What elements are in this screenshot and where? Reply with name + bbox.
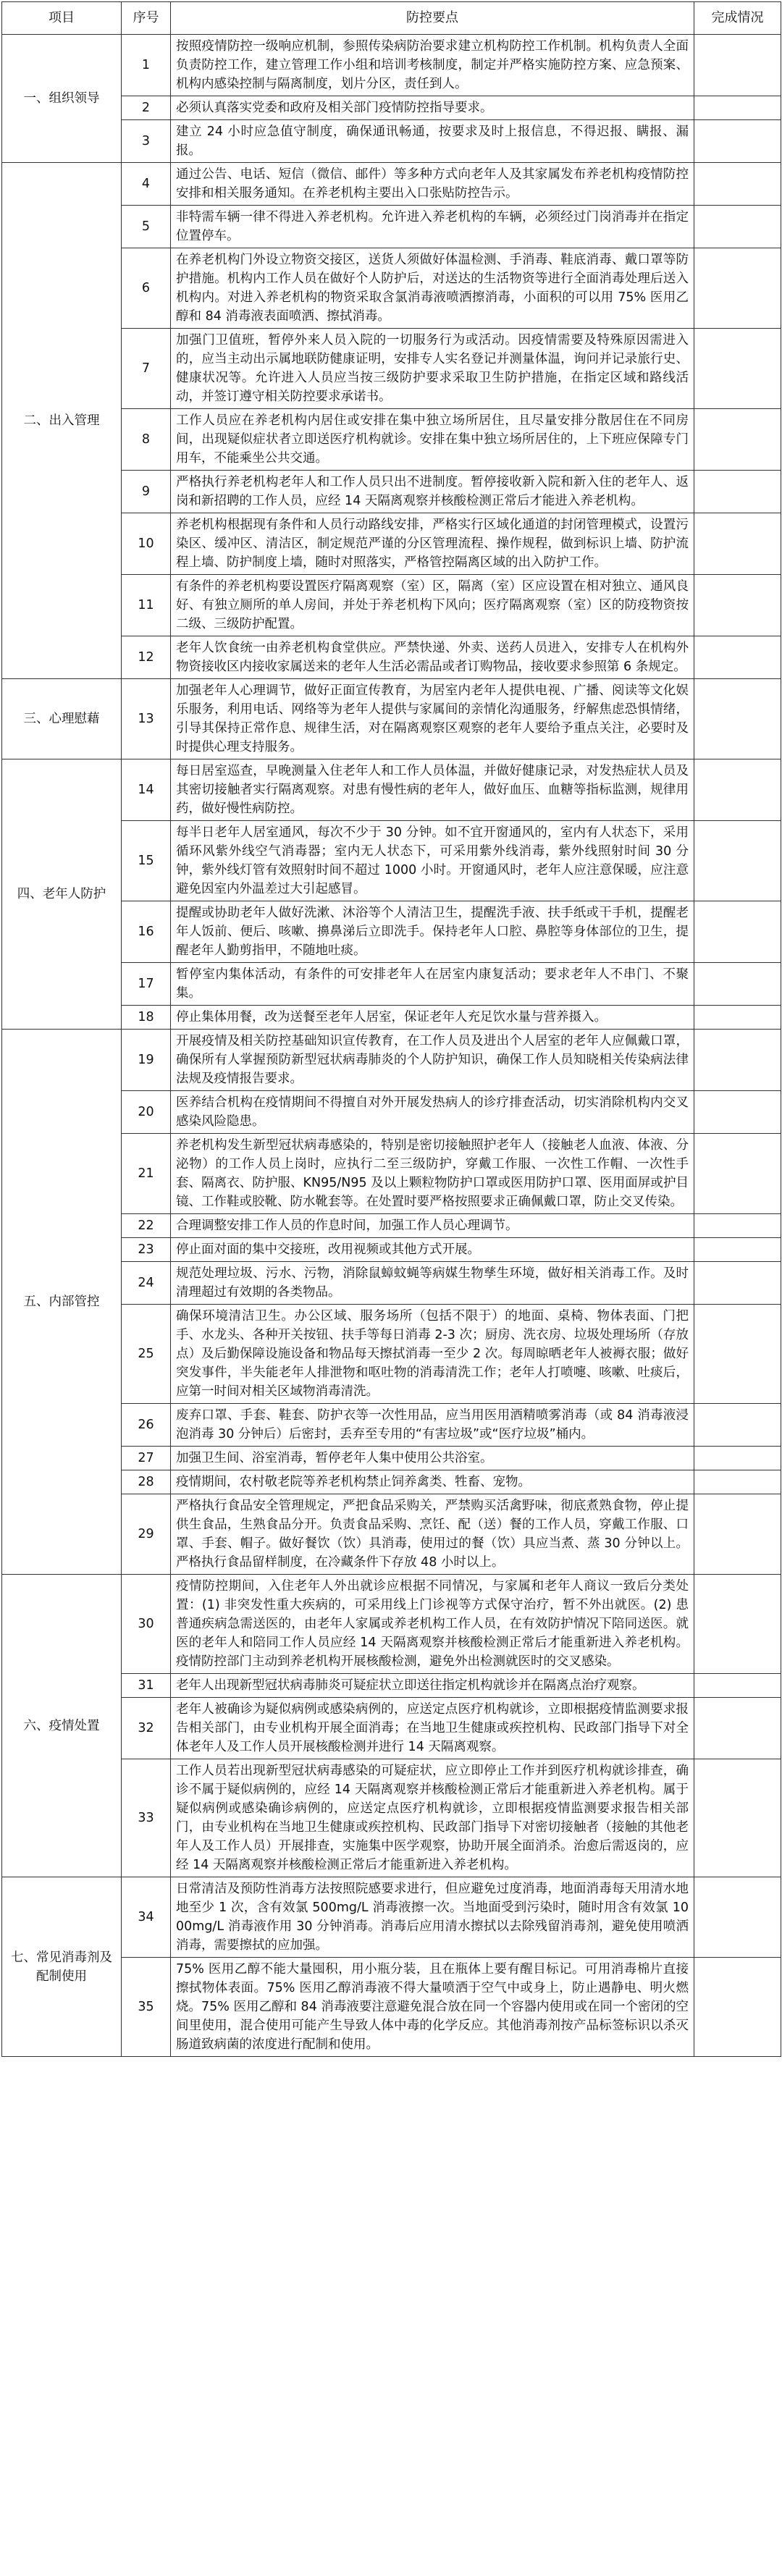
control-point-text: 停止面对面的集中交接班，改用视频或其他方式开展。 — [171, 1238, 694, 1262]
item-number: 10 — [122, 513, 171, 575]
item-number: 19 — [122, 1030, 171, 1091]
header-points: 防控要点 — [171, 2, 694, 35]
item-number: 4 — [122, 163, 171, 206]
completion-status-cell[interactable] — [694, 35, 781, 96]
control-point-text: 规范处理垃圾、污水、污物，消除鼠蟑蚊蝇等病媒生物孳生环境，做好相关消毒工作。及时清理超过有效期的各类物品。 — [171, 1262, 694, 1305]
item-number: 32 — [122, 1698, 171, 1759]
item-number: 23 — [122, 1238, 171, 1262]
table-header — [2, 2, 781, 35]
control-point-text: 工作人员应在养老机构内居住或安排在集中独立场所居住，且尽量安排分散居住在不同房间，出现疑似症状者立即送医疗机构就诊。安排在集中独立场所居住的，上下班应保障专门用车，不能乘坐公共交通。 — [171, 409, 694, 471]
item-number: 8 — [122, 409, 171, 471]
completion-status-cell[interactable] — [694, 636, 781, 679]
completion-status-cell[interactable] — [694, 901, 781, 963]
completion-status-cell[interactable] — [694, 679, 781, 759]
completion-status-cell[interactable] — [694, 1447, 781, 1470]
completion-status-cell[interactable] — [694, 575, 781, 636]
item-number: 31 — [122, 1674, 171, 1698]
completion-status-cell[interactable] — [694, 1958, 781, 2057]
completion-status-cell[interactable] — [694, 1305, 781, 1404]
control-point-text: 在养老机构门外设立物资交接区，送货人须做好体温检测、手消毒、鞋底消毒、戴口罩等防护措施。机构内工作人员在做好个人防护后，对送达的生活物资等进行全面消毒处理后送入机构内。对进入养老机构的物资采取含氯消毒液喷洒擦消毒，小面积的可以用 75% 医用乙醇和 84 消毒液表面喷洒、擦拭消毒。 — [171, 248, 694, 329]
completion-status-cell[interactable] — [694, 1134, 781, 1214]
header-status: 完成情况 — [694, 2, 781, 35]
item-number: 25 — [122, 1305, 171, 1404]
control-point-text: 养老机构发生新型冠状病毒感染的，特别是密切接触照护老年人（接触老人血液、体液、分泌物）的工作人员上岗时，应执行二至三级防护，穿戴工作服、一次性工作帽、一次性手套、隔离衣、防护服、KN95/N95 及以上颗粒物防护口罩或医用防护口罩、医用面屏或护目镜、工作鞋或胶靴、防水靴套等。在处置时要严格按照要求正确佩戴口罩，防止交叉传染。 — [171, 1134, 694, 1214]
epidemic-control-checklist-table — [1, 1, 781, 2057]
control-point-text: 建立 24 小时应急值守制度，确保通讯畅通，按要求及时上报信息，不得迟报、瞒报、漏报。 — [171, 120, 694, 163]
item-number: 15 — [122, 821, 171, 901]
completion-status-cell[interactable] — [694, 248, 781, 329]
completion-status-cell[interactable] — [694, 1006, 781, 1030]
item-number: 11 — [122, 575, 171, 636]
table-row — [2, 1030, 781, 1091]
completion-status-cell[interactable] — [694, 1091, 781, 1134]
table-row — [2, 1575, 781, 1674]
control-point-text: 疫情防控期间，入住老年人外出就诊应根据不同情况，与家属和老年人商议一致后分类处置：(1) 非突发性重大疾病的，可采用线上门诊视等方式保守治疗，暂不外出就医。(2) 患普通疾病急需送医的，由老年人家属或养老机构工作人员，在有效防护情况下陪同送医。就医的老年人和陪同工作人员应经 14 天隔离观察并核酸检测正常后才能重新进入养老机构。疫情防控部门主动到养老机构开展核酸检测，避免外出检测就医时的交叉感染。 — [171, 1575, 694, 1674]
item-number: 35 — [122, 1958, 171, 2057]
control-point-text: 加强卫生间、浴室消毒，暂停老年人集中使用公共浴室。 — [171, 1447, 694, 1470]
completion-status-cell[interactable] — [694, 821, 781, 901]
item-number: 2 — [122, 96, 171, 120]
control-point-text: 老年人被确诊为疑似病例或感染病例的，应送定点医疗机构就诊，立即根据疫情监测要求报告相关部门，由专业机构开展全面消毒；在当地卫生健康或疾控机构、民政部门指导下对全体老年人及工作人员开展核酸检测并进行 14 天隔离观察。 — [171, 1698, 694, 1759]
table-row — [2, 35, 781, 96]
item-number: 27 — [122, 1447, 171, 1470]
header-category: 项目 — [2, 2, 122, 35]
control-point-text: 加强门卫值班，暂停外来人员入院的一切服务行为或活动。因疫情需要及特殊原因需进入的，应当主动出示属地联防健康证明，安排专人实名登记并测量体温，询问并记录旅行史、健康状况等。允许进入人员应当按三级防护要求采取卫生防护措施，在指定区域和路线活动，并签订遵守相关防控要求承诺书。 — [171, 329, 694, 409]
item-number: 18 — [122, 1006, 171, 1030]
control-point-text: 废弃口罩、手套、鞋套、防护衣等一次性用品，应当用医用酒精喷雾消毒（或 84 消毒液浸泡消毒 30 分钟后）后密封，丢弃至专用的“有害垃圾”或“医疗垃圾”桶内。 — [171, 1404, 694, 1447]
item-number: 21 — [122, 1134, 171, 1214]
control-point-text: 有条件的养老机构要设置医疗隔离观察（室）区，隔离（室）区应设置在相对独立、通风良好、有独立厕所的单人房间，并处于养老机构下风向；医疗隔离观察（室）区的防疫物资按二级、三级防护配置。 — [171, 575, 694, 636]
completion-status-cell[interactable] — [694, 1494, 781, 1575]
control-point-text: 每半日老年人居室通风，每次不少于 30 分钟。如不宜开窗通风的，室内有人状态下，采用循环风紫外线空气消毒器；室内无人状态下，可采用紫外线消毒，紫外线照射时间 30 分钟，紫外线灯管有效照射时间不超过 1000 小时。开窗通风时，老年人应注意保暖，应注意避免因室内外温差过大引起感冒。 — [171, 821, 694, 901]
control-point-text: 必须认真落实党委和政府及相关部门疫情防控指导要求。 — [171, 96, 694, 120]
completion-status-cell[interactable] — [694, 1759, 781, 1877]
completion-status-cell[interactable] — [694, 759, 781, 821]
control-point-text: 确保环境清洁卫生。办公区域、服务场所（包括不限于）的地面、桌椅、物体表面、门把手、水龙头、各种开关按钮、扶手等每日消毒 2-3 次；厨房、洗衣房、垃圾处理场所（存放点）及后勤保障设施设备和物品每天擦拭消毒一至少 2 次。每周晾晒老年人被褥衣服；做好突发事件，半失能老年人排泄物和呕吐物的消毒清洗工作；老年人打喷嚏、咳嗽、吐痰后，应第一时间对相关区域物消毒清洗。 — [171, 1305, 694, 1404]
item-number: 26 — [122, 1404, 171, 1447]
control-point-text: 通过公告、电话、短信（微信、邮件）等多种方式向老年人及其家属发布养老机构疫情防控安排和相关服务通知。在养老机构主要出入口张贴防控告示。 — [171, 163, 694, 206]
item-number: 3 — [122, 120, 171, 163]
item-number: 13 — [122, 679, 171, 759]
checklist-sheet — [1, 1, 781, 2057]
item-number: 34 — [122, 1877, 171, 1958]
completion-status-cell[interactable] — [694, 1214, 781, 1238]
completion-status-cell[interactable] — [694, 1877, 781, 1958]
completion-status-cell[interactable] — [694, 1404, 781, 1447]
item-number: 30 — [122, 1575, 171, 1674]
completion-status-cell[interactable] — [694, 206, 781, 248]
table-body — [2, 35, 781, 2057]
completion-status-cell[interactable] — [694, 1238, 781, 1262]
control-point-text: 疫情期间，农村敬老院等养老机构禁止饲养禽类、牲畜、宠物。 — [171, 1470, 694, 1494]
category-cell: 三、心理慰藉 — [2, 679, 122, 759]
control-point-text: 医养结合机构在疫情期间不得擅自对外开展发热病人的诊疗排查活动，切实消除机构内交叉感染风险隐患。 — [171, 1091, 694, 1134]
item-number: 16 — [122, 901, 171, 963]
completion-status-cell[interactable] — [694, 163, 781, 206]
control-point-text: 老年人饮食统一由养老机构食堂供应。严禁快递、外卖、送药人员进入，安排专人在机构外物资接收区内接收家属送来的老年人生活必需品或者订购物品，接收要求参照第 6 条规定。 — [171, 636, 694, 679]
control-point-text: 提醒或协助老年人做好洗漱、沐浴等个人清洁卫生，提醒洗手液、扶手纸或干手机，提醒老年人饭前、便后、咳嗽、擤鼻涕后立即洗手。保持老年人口腔、鼻腔等身体部位的卫生，提醒老年人勤剪指甲，不随地吐痰。 — [171, 901, 694, 963]
category-cell: 一、组织领导 — [2, 35, 122, 163]
completion-status-cell[interactable] — [694, 1262, 781, 1305]
completion-status-cell[interactable] — [694, 96, 781, 120]
control-point-text: 老年人出现新型冠状病毒肺炎可疑症状立即送往指定机构就诊并在隔离点治疗观察。 — [171, 1674, 694, 1698]
control-point-text: 停止集体用餐，改为送餐至老年人居室，保证老年人充足饮水量与营养摄入。 — [171, 1006, 694, 1030]
control-point-text: 养老机构根据现有条件和人员行动路线安排，严格实行区域化通道的封闭管理模式，设置污染区、缓冲区、清洁区，制定规范严谨的分区管理流程、操作规程，做到标识上墙、防护流程上墙、防护制度上墙，随时对照落实，严格管控隔离区域的出入防护工作。 — [171, 513, 694, 575]
completion-status-cell[interactable] — [694, 1030, 781, 1091]
completion-status-cell[interactable] — [694, 1698, 781, 1759]
item-number: 6 — [122, 248, 171, 329]
control-point-text: 日常清洁及预防性消毒方法按照院感要求进行，但应避免过度消毒，地面消毒每天用清水地地至少 1 次，含有效氯 500mg/L 消毒液擦一次。当地面受到污染时，随时用含有效氯 1000mg/L 消毒液作用 30 分钟消毒。消毒后应用清水擦拭以去除残留消毒剂，避免使用喷洒消毒，需要擦拭的应加强。 — [171, 1877, 694, 1958]
table-row — [2, 163, 781, 206]
completion-status-cell[interactable] — [694, 120, 781, 163]
control-point-text: 合理调整安排工作人员的作息时间，加强工作人员心理调节。 — [171, 1214, 694, 1238]
item-number: 7 — [122, 329, 171, 409]
control-point-text: 工作人员若出现新型冠状病毒感染的可疑症状，应立即停止工作并到医疗机构就诊排查，确诊不属于疑似病例的，应经 14 天隔离观察并核酸检测正常后才能重新进入养老机构。属于疑似病例或感染确诊病例的，应送定点医疗机构就诊，立即根据疫情监测要求报告相关部门，由专业机构在当地卫生健康或疾控机构、民政部门指导下对密切接触者（接触的其他老年人及工作人员）开展排查，实施集中医学观察，协助开展全面消杀。治愈后需返岗的，应经 14 天隔离观察并核酸检测正常后才能重新进入养老机构。 — [171, 1759, 694, 1877]
completion-status-cell[interactable] — [694, 409, 781, 471]
item-number: 28 — [122, 1470, 171, 1494]
category-cell: 四、老年人防护 — [2, 759, 122, 1030]
control-point-text: 非特需车辆一律不得进入养老机构。允许进入养老机构的车辆，必须经过门岗消毒并在指定位置停车。 — [171, 206, 694, 248]
completion-status-cell[interactable] — [694, 513, 781, 575]
item-number: 29 — [122, 1494, 171, 1575]
control-point-text: 开展疫情及相关防控基础知识宣传教育，在工作人员及进出个人居室的老年人应佩戴口罩，确保所有人掌握预防新型冠状病毒肺炎的个人防护知识，确保工作人员知晓相关传染病法律法规及疫情报告要求。 — [171, 1030, 694, 1091]
table-row — [2, 1877, 781, 1958]
item-number: 33 — [122, 1759, 171, 1877]
completion-status-cell[interactable] — [694, 329, 781, 409]
control-point-text: 按照疫情防控一级响应机制，参照传染病防治要求建立机构防控工作机制。机构负责人全面负责防控工作，建立管理工作小组和培训考核制度，制定并严格实施防控方案、应急预案、机构内感染控制与隔离制度，划片分区，责任到人。 — [171, 35, 694, 96]
item-number: 14 — [122, 759, 171, 821]
completion-status-cell[interactable] — [694, 1674, 781, 1698]
item-number: 1 — [122, 35, 171, 96]
header-row — [2, 2, 781, 35]
table-row — [2, 759, 781, 821]
category-cell: 六、疫情处置 — [2, 1575, 122, 1877]
item-number: 22 — [122, 1214, 171, 1238]
completion-status-cell[interactable] — [694, 963, 781, 1006]
completion-status-cell[interactable] — [694, 1470, 781, 1494]
control-point-text: 75% 医用乙醇不能大量囤积，用小瓶分装，且在瓶体上要有醒目标记。可用消毒棉片直接擦拭物体表面。75% 医用乙醇消毒液不得大量喷洒于空气中或身上，防止遇静电、明火燃烧。75% 医用乙醇和 84 消毒液要注意避免混合放在同一个容器内使用或在同一个密闭的空间里使用，混合使用可能产生导致人体中毒的化学反应。其他消毒剂按产品标签标识以杀灭肠道致病菌的浓度进行配制和使用。 — [171, 1958, 694, 2057]
category-cell: 五、内部管控 — [2, 1030, 122, 1575]
control-point-text: 严格执行食品安全管理规定，严把食品采购关，严禁购买活禽野味，彻底煮熟食物，停止提供生食品，生熟食品分开。负责食品采购、烹饪、配（送）餐的工作人员，穿戴工作服、口罩、手套、帽子。做好餐饮（饮）具消毒，使用过的餐（饮）具应当煮、蒸 30 分钟以上。严格执行食品留样制度，在冷藏条件下存放 48 小时以上。 — [171, 1494, 694, 1575]
category-cell: 二、出入管理 — [2, 163, 122, 679]
completion-status-cell[interactable] — [694, 1575, 781, 1674]
completion-status-cell[interactable] — [694, 471, 781, 513]
category-cell: 七、常见消毒剂及配制使用 — [2, 1877, 122, 2057]
control-point-text: 每日居室巡查，早晚测量入住老年人和工作人员体温，并做好健康记录，对发热症状人员及其密切接触者实行隔离观察。对患有慢性病的老年人，做好血压、血糖等指标监测，规律用药，做好慢性病防控。 — [171, 759, 694, 821]
item-number: 5 — [122, 206, 171, 248]
control-point-text: 加强老年人心理调节，做好正面宣传教育，为居室内老年人提供电视、广播、阅读等文化娱乐服务，利用电话、网络等为老年人提供与家属间的亲情化沟通服务，纾解焦虑恐惧情绪，引导其保持正常作息、规律生活，对在隔离观察区观察的老年人要给予重点关注，必要时及时提供心理支持服务。 — [171, 679, 694, 759]
item-number: 20 — [122, 1091, 171, 1134]
control-point-text: 暂停室内集体活动，有条件的可安排老年人在居室内康复活动；要求老年人不串门、不聚集。 — [171, 963, 694, 1006]
item-number: 24 — [122, 1262, 171, 1305]
table-row — [2, 679, 781, 759]
item-number: 17 — [122, 963, 171, 1006]
item-number: 9 — [122, 471, 171, 513]
header-number: 序号 — [122, 2, 171, 35]
control-point-text: 严格执行养老机构老年人和工作人员只出不进制度。暂停接收新入院和新入住的老年人、返岗和新招聘的工作人员，应经 14 天隔离观察并核酸检测正常后才能进入养老机构。 — [171, 471, 694, 513]
item-number: 12 — [122, 636, 171, 679]
